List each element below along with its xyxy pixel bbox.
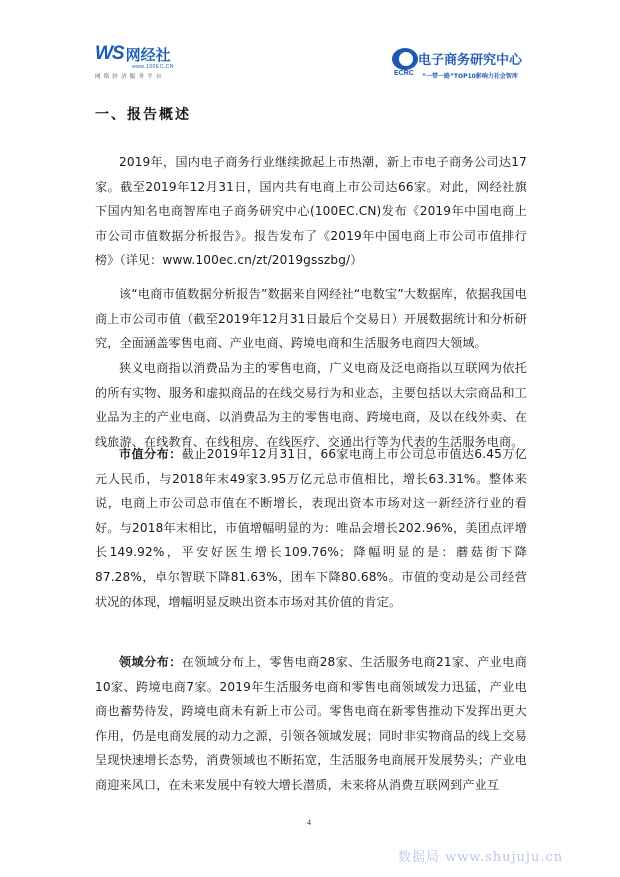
ws-logo-mark: WS [95, 43, 124, 64]
ecrc-logo-title: 电子商务研究中心 [418, 53, 523, 68]
paragraph-definition-text: 狭义电商指以消费品为主的零售电商，广义电商及泛电商指以互联网为依托的所有实物、服务和虚拟商品的在线交易行为和业态，主要包括以大宗商品和工业品为主的产业电商、以消费品为主的零售电商、跨境电商，及以在线外卖、在线旅游、在线教育、在线租房、在线医疗、交通出行等为代表的生活服务电商。 [95, 361, 527, 449]
paragraph-sector-text: 在领域分布上，零售电商28家、生活服务电商21家、产业电商10家、跨境电商7家。2019年生活服务电商和零售电商领域发力迅猛，产业电商也蓄势待发，跨境电商未有新上市公司。零售电商在新零售推动下发挥出更大作用，仍是电商发展的动力之源，引领各领域发展；同时非实物商品的线上交易呈现快速增长态势，消费领域也不断拓宽，生活服务电商展开发展势头；产业电商迎来风口，在未来发展中有较大增长潜质，未来将从消费互联网到产业互 [95, 655, 527, 792]
wangjingshe-logo-lockup [95, 44, 245, 64]
ecrc-logo-abbr: ECRC [394, 70, 414, 77]
ecrc-logo-subtitle: “一带一路”TOP10影响力社会智库 [422, 73, 518, 80]
paragraph-lead-market-cap: 市值分布： [119, 447, 182, 461]
paragraph-lead-sector: 领域分布： [119, 655, 182, 669]
wangjingshe-logo [95, 44, 245, 84]
paragraph-data-source-text: 该“电商市值数据分析报告”数据来自网经社“电数宝”大数据库，依据我国电商上市公司市值（截至2019年12月31日最后个交易日）开展数据统计和分析研究，全面涵盖零售电商、产业电商、跨境电商和生活服务电商四大领域。 [95, 287, 527, 351]
wangjingshe-logo-name: 网经社 [125, 46, 171, 64]
paragraph-data-source [95, 282, 527, 356]
ecrc-emblem-icon [392, 48, 418, 70]
paragraph-market-cap-text: 截止2019年12月31日，66家电商上市公司总市值达6.45万亿元人民币，与2018年末49家3.95万亿元总市值相比，增长63.31%。整体来说，电商上市公司总市值在不断增长，表现出资本市场对这一新经济行业的看好。与2018年末相比，市值增幅明显的为：唯品会增长202.96%，美团点评增长149.92%，平安好医生增长109.76%；降幅明显的是：蘑菇街下降87.28%，卓尔智联下降81.63%，团车下降80.68%。市值的变动是公司经营状况的体现，增幅明显反映出资本市场对其价值的肯定。 [95, 447, 527, 609]
paragraph-market-cap-distribution [95, 442, 527, 614]
paragraph-sector-distribution [95, 650, 527, 798]
wangjingshe-logo-url: www.100EC.CN [132, 64, 174, 70]
paragraph-definition [95, 356, 527, 454]
paragraph-overview-text: 2019年，国内电子商务行业继续掀起上市热潮，新上市电子商务公司达17家。截至2019年12月31日，国内共有电商上市公司达66家。对此，网经社旗下国内知名电商智库电子商务研究中心(100EC.CN)发布《2019年中国电商上市公司市值数据分析报告》。报告发布了《2019年中国电商上市公司市值排行榜》（详见：www.100ec.cn/zt/2019gsszbg/） [95, 155, 527, 268]
watermark: 数据局 www.shujuju.cn [398, 850, 564, 865]
paragraph-overview [95, 150, 527, 273]
page-number: 4 [307, 818, 311, 827]
wangjingshe-logo-tagline: 网络经济服务平台 [95, 74, 165, 80]
section-heading: 一、报告概述 [95, 107, 191, 123]
ecrc-logo [392, 48, 532, 84]
